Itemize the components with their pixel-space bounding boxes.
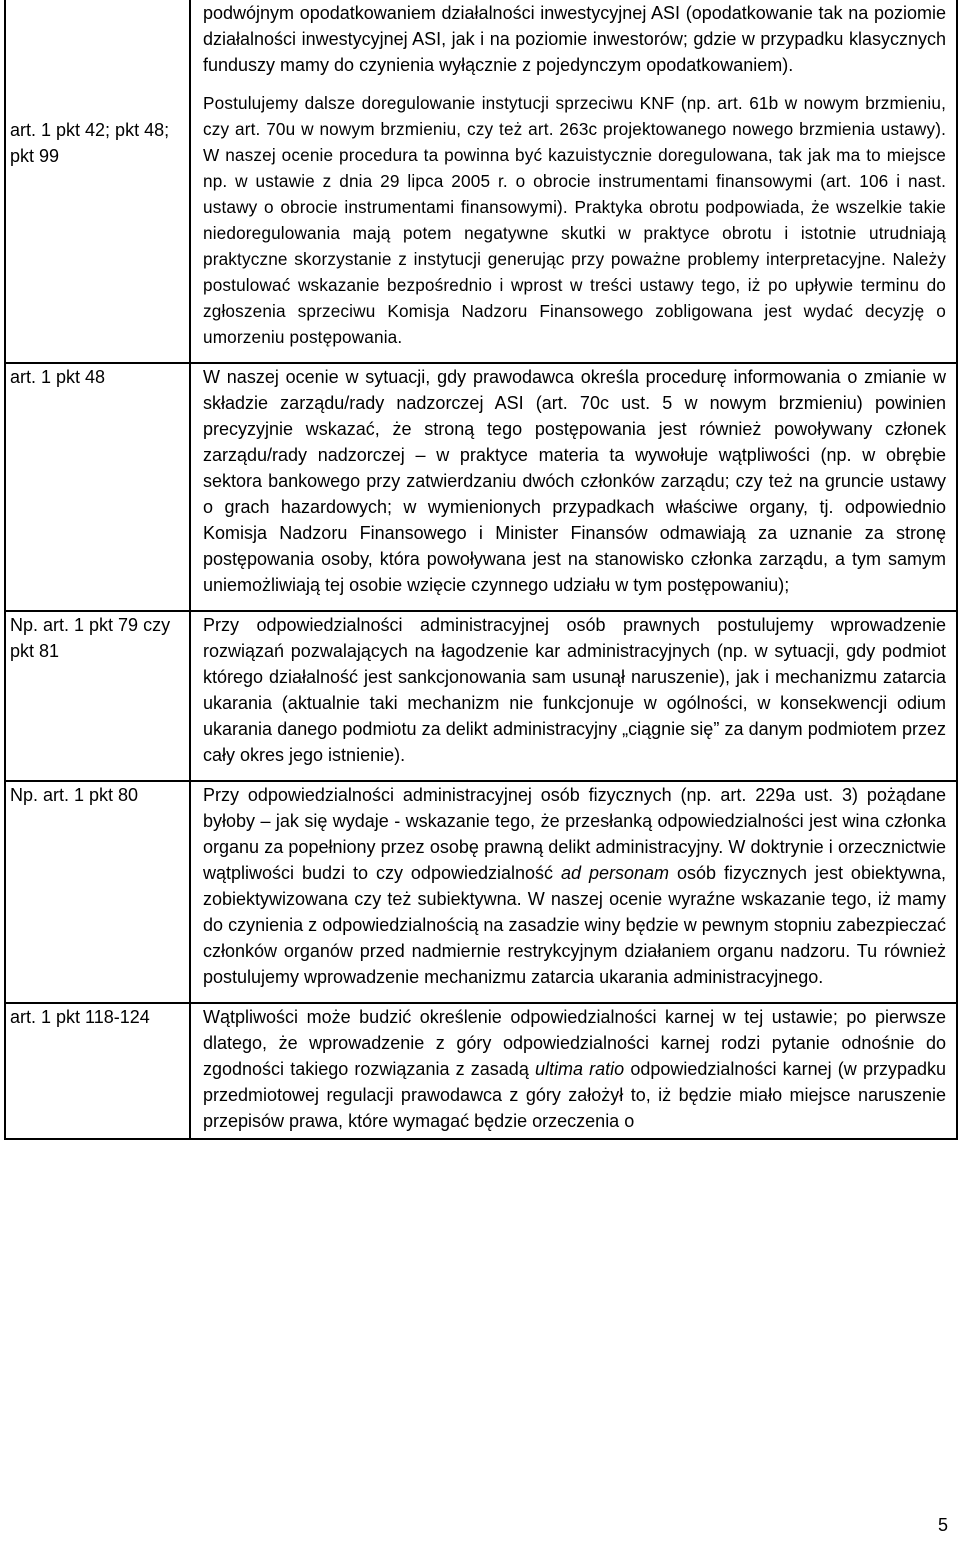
- document-table: [4, 0, 958, 1140]
- page-number: 5: [937, 1515, 948, 1535]
- table-row: [5, 1003, 957, 1139]
- paragraph: Wątpliwości może budzić określenie odpowiedzialności karnej w tej ustawie; po pierwsze dlatego, że wprowadzenie z góry odpowiedzialności karnej rodzi pytanie odnośnie do zgodności takiego rozwiązania z zasadą ultima ratio odpowiedzialności karnej (w przypadku przedmiotowej regulacji prawodawca z góry założył to, iż będzie miało miejsce naruszenie przepisów prawa, które wymagać będzie orzeczenia o: [203, 1007, 947, 1131]
- content-cell: [190, 363, 957, 611]
- table-row: [5, 781, 957, 1003]
- content-cell: [190, 0, 957, 363]
- reference-cell: [5, 0, 190, 363]
- table-row: [5, 0, 957, 363]
- paragraph: Postulujemy dalsze doregulowanie instytucji sprzeciwu KNF (np. art. 61b w nowym brzmieniu, czy art. 70u w nowym brzmieniu, czy też art. 263c projektowanego nowego brzmienia ustawy). W naszej ocenie procedura ta powinna być kazuistycznie doregulowana, tak jak ma to miejsce np. w ustawie z dnia 29 lipca 2005 r. o obrocie instrumentami finansowymi (art. 106 i nast. ustawy o obrocie instrumentami finansowymi). Praktyka obrotu podpowiada, że wszelkie takie niedoregulowania mają potem negatywne skutki w praktyce obrotu i istotnie utrudniają praktyczne skorzystanie z instytucji generując przy poważne problemy interpretacyjne. Należy postulować wskazanie bezpośrednio i wprost w treści ustawy tego, iż po upływie terminu do zgłoszenia sprzeciwu Komisja Nadzoru Finansowego zobligowana jest wydać decyzję o umorzeniu postępowania.: [203, 93, 946, 347]
- italic-term: ultima ratio: [535, 1059, 625, 1079]
- reference-text: art. 1 pkt 48: [10, 367, 106, 387]
- reference-text: art. 1 pkt 42; pkt 48; pkt 99: [10, 120, 170, 166]
- table-row: [5, 363, 957, 611]
- reference-cell: [5, 781, 190, 1003]
- content-cell: [190, 781, 957, 1003]
- content-cell: [190, 611, 957, 781]
- table-row: [5, 611, 957, 781]
- paragraph: podwójnym opodatkowaniem działalności inwestycyjnej ASI (opodatkowanie tak na poziomie działalności inwestycyjnej ASI, jak i na poziomie inwestorów; gdzie w przypadku klasycznych funduszy mamy do czynienia wyłącznie z pojedynczym opodatkowaniem).: [203, 3, 946, 75]
- reference-text: art. 1 pkt 118-124: [10, 1007, 150, 1027]
- paragraph: Przy odpowiedzialności administracyjnej osób prawnych postulujemy wprowadzenie rozwiązań pozwalających na łagodzenie kar administracyjnych (np. w sytuacji, gdy podmiot którego działalność jest sankcjonowania sam usunął naruszenie), jak i mechanizmu zatarcia ukarania (aktualnie taki mechanizm nie funkcjonuje w ogólności, w konsekwencji odium ukarania danego podmiotu za delikt administracyjny „ciągnie się” za danym podmiotem przez cały okres jego istnienie).: [203, 615, 946, 765]
- paragraph: Przy odpowiedzialności administracyjnej osób fizycznych (np. art. 229a ust. 3) pożądane byłoby – jak się wydaje - wskazanie tego, że przesłanką odpowiedzialności jest wina członka organu za popełniony przez osobę prawną delikt administracyjny. W doktrynie i orzecznictwie wątpliwości budzi to czy odpowiedzialność ad personam osób fizycznych jest obiektywna, zobiektywizowana czy też subiektywna. W naszej ocenie wyraźne wskazanie tego, iż mamy do czynienia z odpowiedzialnością na zasadzie winy będzie w pewnym stopniu zabezpieczać członków organów przed nadmiernie restrykcyjnym działaniem organu nadzoru. Tu również postulujemy wprowadzenie mechanizmu zatarcia ukarania administracyjnego.: [203, 785, 946, 987]
- reference-cell: [5, 611, 190, 781]
- reference-cell: [5, 1003, 190, 1139]
- reference-cell: [5, 363, 190, 611]
- content-cell: [190, 1003, 957, 1139]
- paragraph: W naszej ocenie w sytuacji, gdy prawodawca określa procedurę informowania o zmianie w składzie zarządu/rady nadzorczej ASI (art. 70c ust. 5 w nowym brzmieniu) powinien precyzyjnie wskazać, że stroną tego postępowania jest również powoływany członek zarządu/rady nadzorczej – w praktyce materia ta wywołuje wątpliwości (np. w obrębie sektora bankowego przy zatwierdzaniu dwóch członków zarządu; czy też na gruncie ustawy o grach hazardowych; w wymienionych przypadkach właściwe organy, tj. odpowiednio Komisja Nadzoru Finansowego i Minister Finansów odmawiają za uznanie za stronę postępowania osoby, która powoływana jest na stanowisko członka zarządu, a tym samym uniemożliwiają tej osobie wzięcie czynnego udziału w tym postępowaniu);: [203, 367, 946, 595]
- reference-text: Np. art. 1 pkt 79 czy pkt 81: [10, 615, 171, 661]
- italic-term: ad personam: [560, 863, 670, 883]
- reference-text: Np. art. 1 pkt 80: [10, 785, 139, 805]
